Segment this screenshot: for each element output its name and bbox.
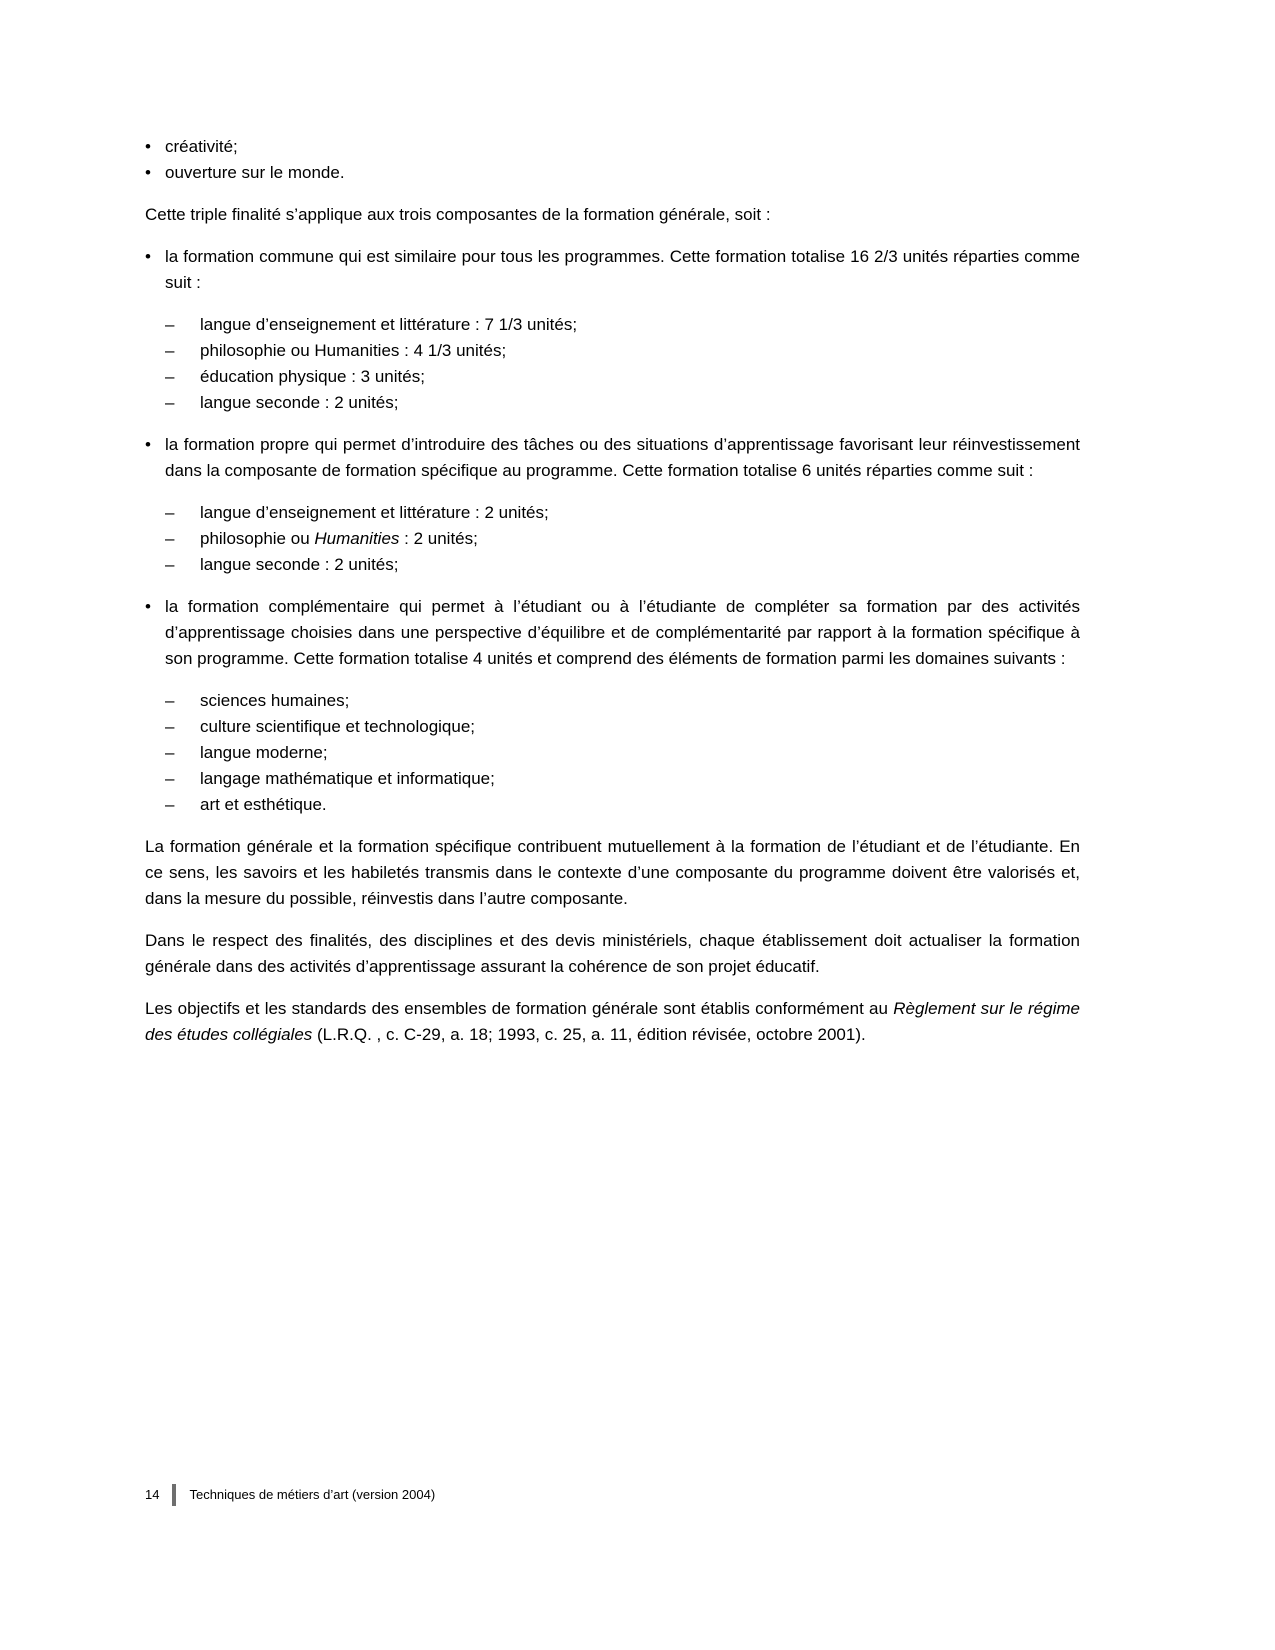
closing-paragraph-1: La formation générale et la formation spécifique contribuent mutuellement à la formation de l’étudiant et de l’étudiante. En ce sens, les savoirs et les habiletés transmis dans le contexte d’une composante du programme doivent être valorisés et, dans la mesure du possible, réinvestis dans l’autre composante. <box>145 837 1080 908</box>
bullet-icon: • <box>145 163 151 182</box>
dash-icon: – <box>165 769 175 788</box>
text-run: Les objectifs et les standards des ensembles de formation générale sont établis conformément au <box>145 999 894 1018</box>
formation-complementaire-items <box>165 688 1080 818</box>
bullet-icon: • <box>145 247 151 266</box>
dash-icon: – <box>165 743 175 762</box>
dash-icon: – <box>165 795 175 814</box>
bullet-icon: • <box>145 435 151 454</box>
closing-paragraph-3 <box>145 996 1080 1048</box>
dash-icon: – <box>165 691 175 710</box>
dash-icon: – <box>165 315 175 334</box>
list-item <box>165 390 1080 416</box>
list-item-text: langue moderne; <box>200 743 328 762</box>
section-formation-complementaire <box>145 594 1080 672</box>
list-item <box>165 740 1080 766</box>
list-item-text: ouverture sur le monde. <box>165 163 345 182</box>
text-run: : 2 unités; <box>399 529 478 548</box>
list-item-text: langue seconde : 2 unités; <box>200 555 399 574</box>
text-run-italic: Humanities <box>314 529 400 548</box>
footer-doc-title: Techniques de métiers d’art (version 2004) <box>189 1487 436 1502</box>
list-item-text: sciences humaines; <box>200 691 350 710</box>
section-lead-text: la formation propre qui permet d’introduire des tâches ou des situations d’apprentissage favorisant leur réinvestissement dans la composante de formation spécifique au programme. Cette formation totalise 6 unités réparties comme suit : <box>165 435 1080 480</box>
list-item-text: culture scientifique et technologique; <box>200 717 476 736</box>
text-run-italic: Règlement sur le régime des études collégiales <box>145 999 1080 1044</box>
list-item-text: créativité; <box>165 137 238 156</box>
section-formation-commune <box>145 244 1080 296</box>
list-item <box>165 792 1080 818</box>
text-run: philosophie ou <box>200 529 315 548</box>
dash-icon: – <box>165 529 175 548</box>
text-run: (L.R.Q. , c. C-29, a. 18; 1993, c. 25, a. 11, édition révisée, octobre 2001). <box>312 1025 866 1044</box>
dash-icon: – <box>165 503 175 522</box>
formation-propre-items <box>165 500 1080 578</box>
list-item <box>165 552 1080 578</box>
bullet-icon: • <box>145 597 151 616</box>
list-item <box>145 160 1080 186</box>
intro-bullet-list <box>145 134 1080 186</box>
section-lead-text: la formation commune qui est similaire pour tous les programmes. Cette formation totalise 16 2/3 unités réparties comme suit : <box>165 247 1080 292</box>
list-item <box>145 134 1080 160</box>
list-item-text: langue seconde : 2 unités; <box>200 393 399 412</box>
section-formation-propre <box>145 432 1080 484</box>
page-footer <box>145 1484 435 1506</box>
list-item <box>165 688 1080 714</box>
dash-icon: – <box>165 341 175 360</box>
list-item-text: éducation physique : 3 unités; <box>200 367 425 386</box>
list-item <box>165 526 1080 552</box>
dash-icon: – <box>165 367 175 386</box>
list-item-text: philosophie ou Humanities : 4 1/3 unités; <box>200 341 507 360</box>
closing-paragraph-2: Dans le respect des finalités, des disciplines et des devis ministériels, chaque établissement doit actualiser la formation générale dans des activités d’apprentissage assurant la cohérence de son projet éducatif. <box>145 931 1080 976</box>
list-item <box>165 766 1080 792</box>
list-item <box>165 338 1080 364</box>
list-item-text: art et esthétique. <box>200 795 327 814</box>
dash-icon: – <box>165 717 175 736</box>
intro-paragraph: Cette triple finalité s’applique aux trois composantes de la formation générale, soit : <box>145 205 771 224</box>
dash-icon: – <box>165 555 175 574</box>
list-item-text: langage mathématique et informatique; <box>200 769 495 788</box>
footer-divider <box>172 1484 176 1506</box>
list-item <box>165 714 1080 740</box>
bullet-icon: • <box>145 137 151 156</box>
list-item-text <box>200 526 1080 552</box>
formation-commune-items <box>165 312 1080 416</box>
dash-icon: – <box>165 393 175 412</box>
section-lead-text: la formation complémentaire qui permet à l’étudiant ou à l’étudiante de compléter sa formation par des activités d’apprentissage choisies dans une perspective d’équilibre et de complémentarité par rapport à la formation spécifique à son programme. Cette formation totalise 4 unités et comprend des éléments de formation parmi les domaines suivants : <box>165 597 1080 668</box>
list-item <box>165 500 1080 526</box>
list-item-text: langue d’enseignement et littérature : 7 1/3 unités; <box>200 315 578 334</box>
page-number: 14 <box>145 1487 160 1502</box>
list-item <box>165 364 1080 390</box>
list-item-text: langue d’enseignement et littérature : 2 unités; <box>200 503 549 522</box>
list-item <box>165 312 1080 338</box>
